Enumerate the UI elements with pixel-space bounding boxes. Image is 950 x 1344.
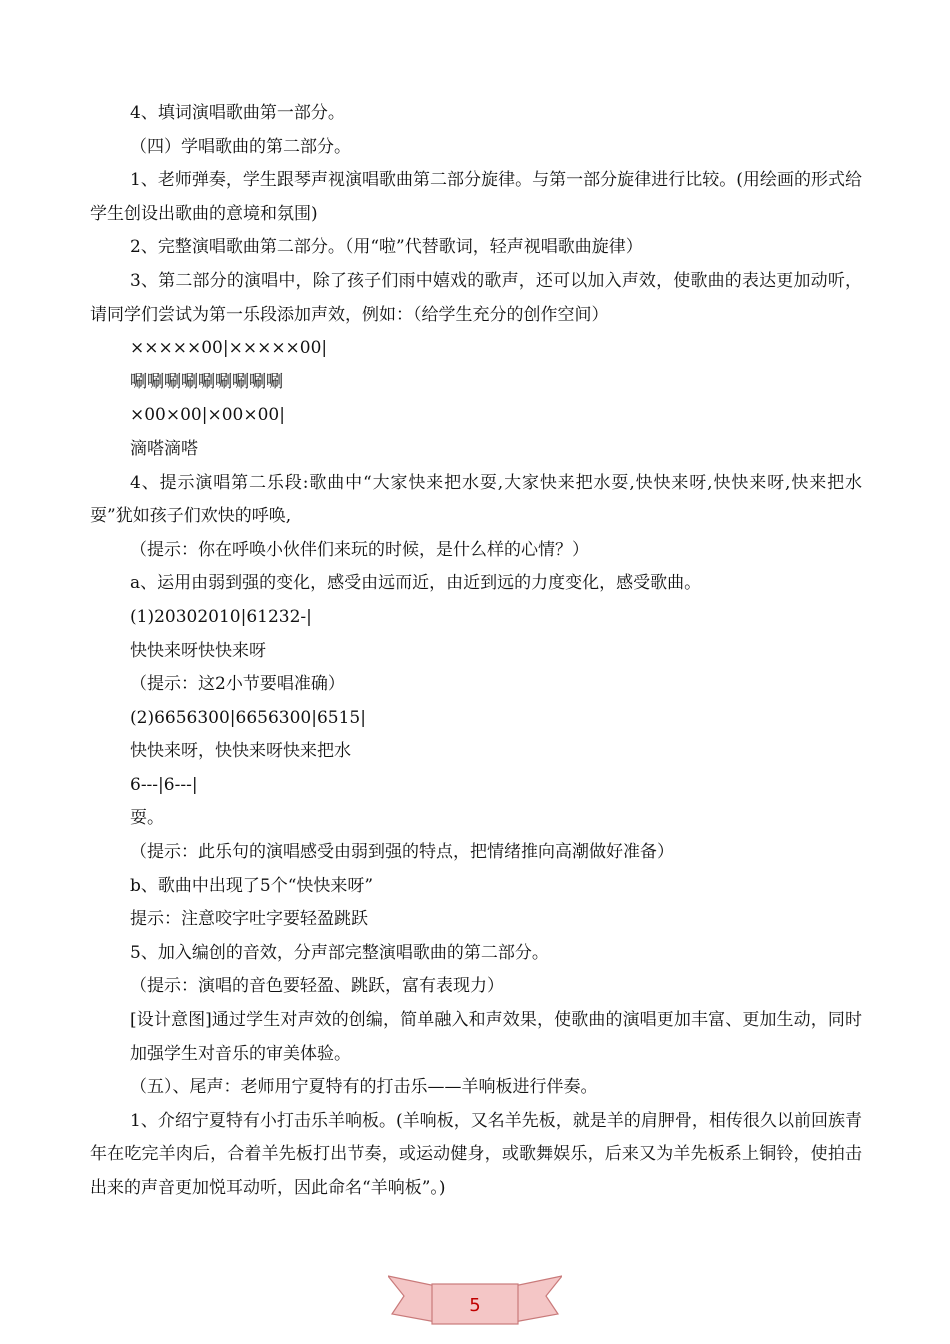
lyric-line: 唰唰唰唰唰唰唰唰唰 (130, 371, 283, 392)
paragraph: 2、完整演唱歌曲第二部分。（用“啦”代替歌词，轻声视唱歌曲旋律） (130, 237, 643, 258)
paragraph: 4、提示演唱第二乐段:歌曲中“大家快来把水耍,大家快来把水耍,快快来呀,快快来呀,快来把水耍”犹如孩子们欢快的呼唤, (90, 472, 862, 527)
paragraph: 3、第二部分的演唱中，除了孩子们雨中嬉戏的歌声，还可以加入声效，使歌曲的表达更加动听，请同学们尝试为第一乐段添加声效，例如：（给学生充分的创作空间） (90, 270, 862, 325)
section-heading: （四）学唱歌曲的第二部分。 (130, 136, 351, 157)
lyric-line: 滴嗒滴嗒 (130, 438, 198, 459)
paragraph: b、歌曲中出现了5个“快快来呀” (130, 875, 374, 896)
paragraph: 1、介绍宁夏特有小打击乐羊响板。(羊响板，又名羊先板，就是羊的肩胛骨，相传很久以前回族青年在吃完羊肉后，合着羊先板打出节奏，或运动健身，或歌舞娱乐，后来又为羊先板系上铜铃，使拍击出来的声音更加悦耳动听，因此命名“羊响板”。) (90, 1110, 862, 1198)
hint-text: （提示：演唱的音色要轻盈、跳跃，富有表现力） (130, 976, 504, 997)
paragraph: 5、加入编创的音效，分声部完整演唱歌曲的第二部分。 (130, 942, 549, 963)
page-number: 5 (469, 1295, 481, 1316)
paragraph: 1、老师弹奏，学生跟琴声视演唱歌曲第二部分旋律。与第一部分旋律进行比较。(用绘画的形式给学生创设出歌曲的意境和氛围) (90, 170, 862, 224)
hint-text: 提示：注意咬字吐字要轻盈跳跃 (130, 909, 368, 930)
lyric-line: 快快来呀，快快来呀快来把水 (130, 741, 351, 762)
lyric-line: 快快来呀快快来呀 (130, 640, 266, 661)
lyric-line: 耍。 (130, 808, 164, 829)
melody-notation: 6---|6---| (130, 774, 198, 795)
melody-notation: (1)20302010|61232-| (130, 606, 312, 627)
section-heading: （五）、尾声：老师用宁夏特有的打击乐——羊响板进行伴奏。 (130, 1077, 598, 1098)
hint-text: （提示：此乐句的演唱感受由弱到强的特点，把情绪推向高潮做好准备） (130, 842, 674, 863)
melody-notation: (2)6656300|6656300|6515| (130, 707, 366, 728)
hint-text: （提示：这2小节要唱准确） (130, 674, 345, 695)
rhythm-notation: ×00×00|×00×00| (130, 405, 285, 426)
hint-text: （提示：你在呼唤小伙伴们来玩的时候，是什么样的心情？） (130, 539, 589, 560)
design-intent: [设计意图]通过学生对声效的创编，简单融入和声效果，使歌曲的演唱更加丰富、更加生动，同时加强学生对音乐的审美体验。 (130, 1010, 862, 1064)
document-body (90, 97, 862, 1206)
paragraph: 4、填词演唱歌曲第一部分。 (130, 103, 345, 123)
paragraph: a、运用由弱到强的变化，感受由远而近，由近到远的力度变化，感受歌曲。 (130, 573, 702, 594)
rhythm-notation: ×××××00|×××××00| (130, 338, 328, 359)
